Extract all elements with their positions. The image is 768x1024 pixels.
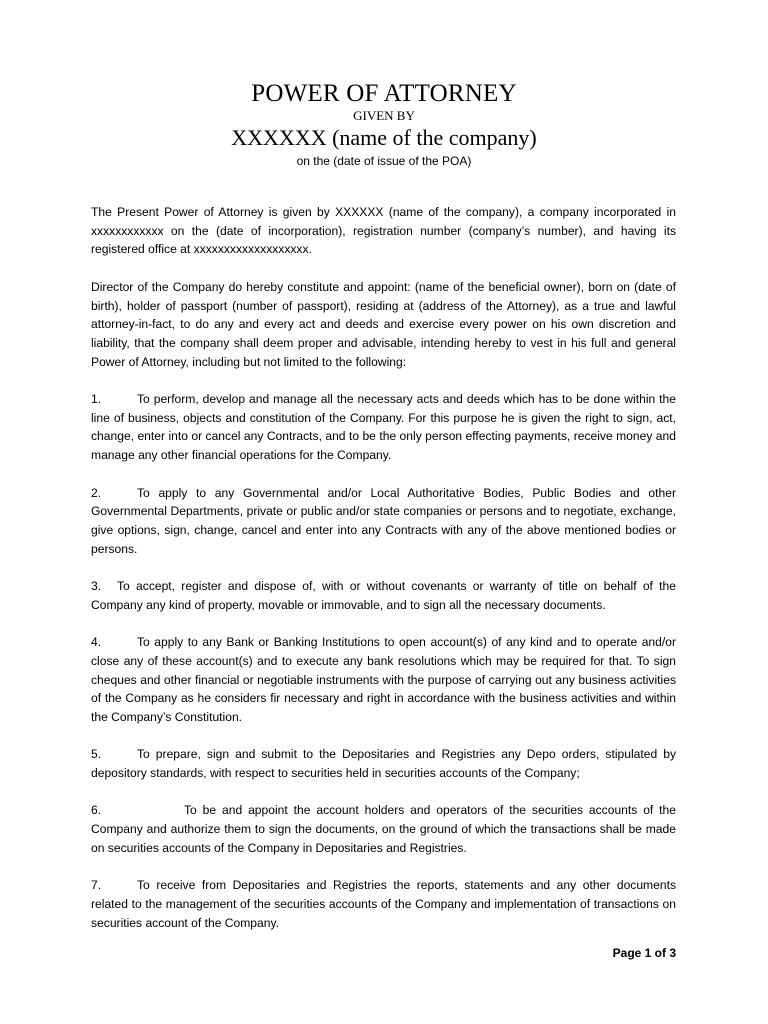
page-number: Page 1 of 3 [612,946,676,960]
clause-6 [91,801,676,857]
clause-number: 2. [91,485,102,500]
company-name: XXXXXX (name of the company) [231,125,537,150]
clause-5 [91,745,676,782]
clause-4 [91,633,676,727]
clause-number: 6. [91,803,102,818]
clause-1 [91,390,676,465]
clause-2 [91,484,676,559]
clause-text: To apply to any Bank or Banking Institutions to open account(s) of any kind and to operate and/or close any of these account(s) and to execute any bank resolutions which may be required for that. To sign cheques and other financial or negotiable instruments with the purpose of carrying out any business activities of the Company as he considers fir necessary and right in accordance with the business activities and within the Company’s Constitution. [91,635,676,724]
document-title: POWER OF ATTORNEY [251,80,517,107]
clause-text: To be and appoint the account holders and operators of the securities accounts of the Company and authorize them to sign the documents, on the ground of which the transactions shall be made on securities accounts of the Company in Depositaries and Registries. [91,803,676,855]
clause-text: To apply to any Governmental and/or Local Authoritative Bodies, Public Bodies and other Governmental Departments, private or public and/or state companies or persons and to negotiate, exchange, give options, sign, change, cancel and enter into any Contracts with any of the above mentioned bodies or persons. [91,485,676,556]
clause-number: 7. [91,878,102,893]
intro-paragraph-2: Director of the Company do hereby constitute and appoint: (name of the beneficial owner), born on (date of birth), holder of passport (number of passport), residing at (address of the Attorney), as a true and lawful attorney-in-fact, to do any and every act and deeds and exercise every power on his own discretion and liability, that the company shall deem proper and advisable, intending hereby to vest in his full and general Power of Attorney, including but not limited to the following: [91,279,676,369]
issue-date: on the (date of issue of the POA) [296,154,472,168]
clause-number: 3. [91,579,102,593]
clause-text: To accept, register and dispose of, with or without covenants or warranty of title on behalf of the Company any kind of property, movable or immovable, and to sign all the necessary documents. [91,579,676,612]
clause-text: To perform, develop and manage all the necessary acts and deeds which has to be done within the line of business, objects and constitution of the Company. For this purpose he is given the right to sign, act, change, enter into or cancel any Contracts, and to be the only person effecting payments, receive money and manage any other financial operations for the Company. [91,392,676,463]
document-header [0,80,768,169]
clause-text: To prepare, sign and submit to the Depositaries and Registries any Depo orders, stipulated by depository standards, with respect to securities held in securities accounts of the Company; [91,747,676,780]
clause-text: To receive from Depositaries and Registries the reports, statements and any other documents related to the management of the securities accounts of the Company and implementation of transactions on securities account of the Company. [91,878,676,930]
clause-3 [91,577,676,614]
given-by-label: GIVEN BY [353,108,415,123]
intro-paragraph-1: The Present Power of Attorney is given by XXXXXX (name of the company), a company incorporated in xxxxxxxxxxxx on the (date of incorporation), registration number (company’s number), and having its registered office at xxxxxxxxxxxxxxxxxxx. [91,205,676,257]
clause-number: 1. [91,392,102,406]
document-body [91,203,676,951]
clause-7 [91,876,676,932]
clause-number: 4. [91,635,102,650]
clause-number: 5. [91,747,102,762]
